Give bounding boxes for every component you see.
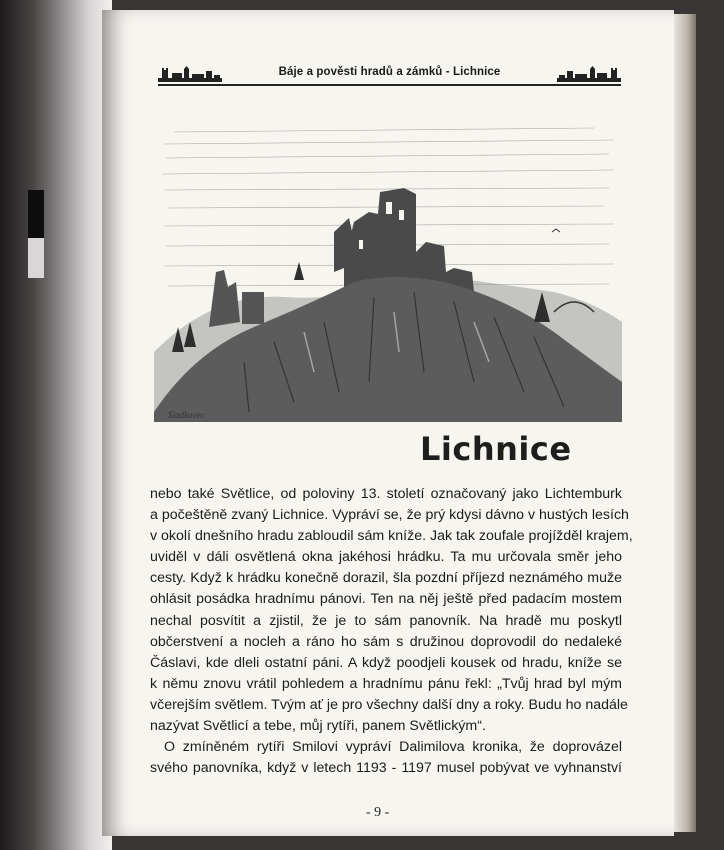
text-line: a počeštěně zvaný Lichnice. Vypráví se, že prý kdysi dávno v hustých lesích bbox=[150, 507, 629, 524]
text-line: O zmíněném rytíři Smilovi vypráví Dalimilova kronika, že doprovázel bbox=[164, 739, 622, 756]
chapter-title: Lichnice bbox=[420, 430, 572, 468]
running-header bbox=[158, 64, 621, 86]
text-line: občerstvení a nocleh a ráno ho sám s družinou doprovodil do nedaleké bbox=[150, 633, 622, 650]
text-line: nechal posvítit a zjistil, že je to sám panovník. Na hradě mu poskytl bbox=[150, 612, 622, 629]
header-title: Báje a pověsti hradů a zámků - Lichnice bbox=[278, 66, 501, 78]
text-line: včerejším světlem. Tvým ať je pro všechny další dny a roky. Budu ho nadále bbox=[150, 696, 628, 713]
text-line: Čáslavi, kde dleli ostatní páni. A když poodjeli kousek od hradu, kníže se bbox=[150, 654, 622, 671]
illustrator-signature: Sladkovec bbox=[168, 410, 205, 420]
text-line: v okolí dnešního hradu zabloudil sám kníže. Jak tak zoufale projížděl krajem, bbox=[150, 528, 633, 545]
book-spine bbox=[0, 0, 112, 850]
text-line: cesty. Když k hrádku konečně dorazil, šla pozdní příjezd neznámého muže bbox=[150, 570, 622, 587]
page-edge bbox=[674, 14, 696, 832]
book-page bbox=[102, 10, 674, 836]
castle-ruin-illustration bbox=[154, 122, 622, 422]
text-line: svého panovníka, když v letech 1193 - 1197 musel pobývat ve vyhnanství bbox=[150, 760, 622, 777]
text-line: uviděl v dáli osvětlená okna jakéhosi hrádku. Ta mu určovala směr jeho bbox=[150, 549, 622, 566]
text-line: k němu znovu vrátil pohledem a hradnímu pánu řekl: „Tvůj hrad byl mým bbox=[150, 675, 622, 692]
text-line: nazývat Světlicí a tebe, můj rytíři, panem Světlickým“. bbox=[150, 718, 486, 735]
text-line: ohlásit posádka hradnímu pánovi. Ten na něj ještě před padacím mostem bbox=[150, 591, 622, 608]
page-number: - 9 - bbox=[366, 805, 390, 820]
text-line: nebo také Světlice, od poloviny 13. století označovaný jako Lichtemburk bbox=[150, 486, 622, 502]
bookmark-ribbon-stripe bbox=[28, 238, 44, 278]
castle-ornament-right-icon bbox=[557, 66, 621, 82]
body-text bbox=[150, 484, 633, 779]
